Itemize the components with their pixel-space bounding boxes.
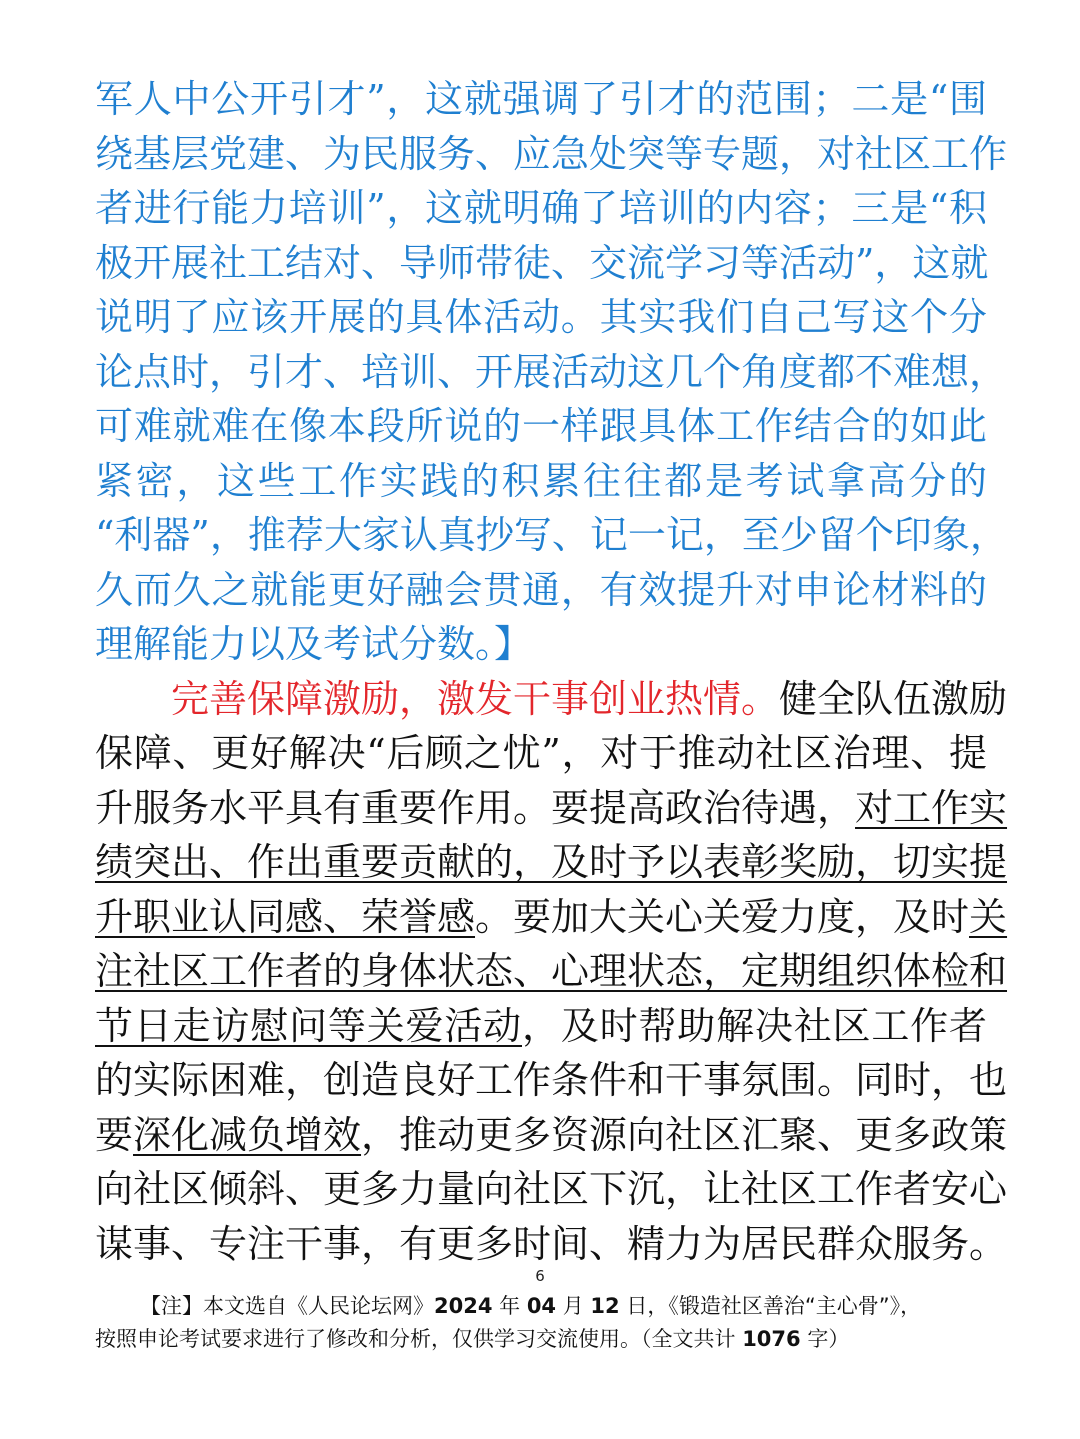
commentary-line: 久而久之就能更好融会贯通，有效提升对申论材料的 xyxy=(95,567,987,612)
underlined-text: 绩突出、作出重要贡献的，及时予以表彰奖励，切实提 xyxy=(95,840,1008,884)
page-number: 6 xyxy=(535,1267,545,1285)
footnote-month: 04 xyxy=(526,1294,557,1318)
paragraph-line xyxy=(95,944,1008,999)
body-paragraph xyxy=(95,672,1008,1272)
footnote xyxy=(95,1290,987,1356)
commentary-line: 论点时，引才、培训、开展活动这几个角度都不难想， xyxy=(95,349,1008,394)
analysis-commentary xyxy=(95,72,1008,672)
underlined-text: 关 xyxy=(969,894,1008,939)
paragraph-line xyxy=(95,1108,1008,1163)
text-span: ，推动更多资源向社区汇聚、更多政策 xyxy=(361,1112,1008,1157)
footnote-year: 2024 xyxy=(434,1294,493,1318)
commentary-line: 者进行能力培训”，这就明确了培训的内容；三是“积 xyxy=(95,186,987,230)
footnote-char-count: 1076 xyxy=(742,1327,801,1351)
paragraph-line xyxy=(95,999,987,1054)
commentary-line: 军人中公开引才”，这就强调了引才的范围；二是“围 xyxy=(95,77,987,121)
footnote-label: 【注】 xyxy=(140,1294,203,1318)
underlined-text: 注社区工作者的身体状态、心理状态，定期组织体检和 xyxy=(95,949,1008,993)
underlined-text: 对工作实 xyxy=(855,785,1008,830)
text-span: ，及时帮助解决社区工作者 xyxy=(522,1003,987,1048)
footnote-day: 12 xyxy=(590,1294,620,1318)
commentary-line: 极开展社工结对、导师带徒、交流学习等活动”，这就 xyxy=(95,240,989,285)
paragraph-line: 谋事、专注干事，有更多时间、精力为居民群众服务。 xyxy=(95,1221,1008,1266)
underlined-text: 深化减负增效 xyxy=(133,1112,362,1157)
document-body xyxy=(95,72,1008,1271)
footnote-text: 月 xyxy=(556,1294,591,1318)
section-heading: 完善保障激励，激发干事创业热情。 xyxy=(171,676,780,721)
paragraph-line xyxy=(95,672,1008,727)
paragraph-line: 的实际困难，创造良好工作条件和干事氛围。同时，也 xyxy=(95,1058,1008,1102)
paragraph-line xyxy=(95,890,1008,945)
paragraph-line: 向社区倾斜、更多力量向社区下沉，让社区工作者安心 xyxy=(95,1167,1008,1211)
footnote-text: 本文选自《人民论坛网》 xyxy=(203,1294,434,1318)
text-span: 升服务水平具有重要作用。要提高政治待遇， xyxy=(95,785,856,830)
commentary-line: 紧密，这些工作实践的积累往往都是考试拿高分的 xyxy=(95,458,987,503)
paragraph-line: 保障、更好解决“后顾之忧”，对于推动社区治理、提 xyxy=(95,731,987,775)
footnote-text: 按照申论考试要求进行了修改和分析，仅供学习交流使用。（全文共计 xyxy=(95,1327,743,1351)
underlined-text: 升职业认同感、荣誉感 xyxy=(95,894,476,939)
text-span: 健全队伍激励 xyxy=(779,676,1008,721)
underlined-text: 节日走访慰问等关爱活动 xyxy=(95,1003,522,1048)
footnote-line xyxy=(95,1290,987,1323)
commentary-line: 理解能力以及考试分数。】 xyxy=(95,622,533,666)
footnote-line xyxy=(95,1323,987,1356)
commentary-line: 可难就难在像本段所说的一样跟具体工作结合的如此 xyxy=(95,404,987,448)
footnote-text: 日，《锻造社区善治“主心骨”》， xyxy=(619,1294,922,1318)
footnote-text: 字） xyxy=(800,1327,850,1351)
paragraph-line xyxy=(95,781,1008,836)
commentary-line: “利器”，推荐大家认真抄写、记一记，至少留个印象， xyxy=(95,513,1008,557)
commentary-line: 说明了应该开展的具体活动。其实我们自己写这个分 xyxy=(95,295,987,339)
text-span: 要 xyxy=(95,1112,134,1157)
text-span: 。要加大关心关爱力度，及时 xyxy=(475,894,970,939)
footnote-text: 年 xyxy=(492,1294,527,1318)
paragraph-line xyxy=(95,835,1008,890)
commentary-line: 绕基层党建、为民服务、应急处突等专题，对社区工作 xyxy=(95,131,1008,176)
